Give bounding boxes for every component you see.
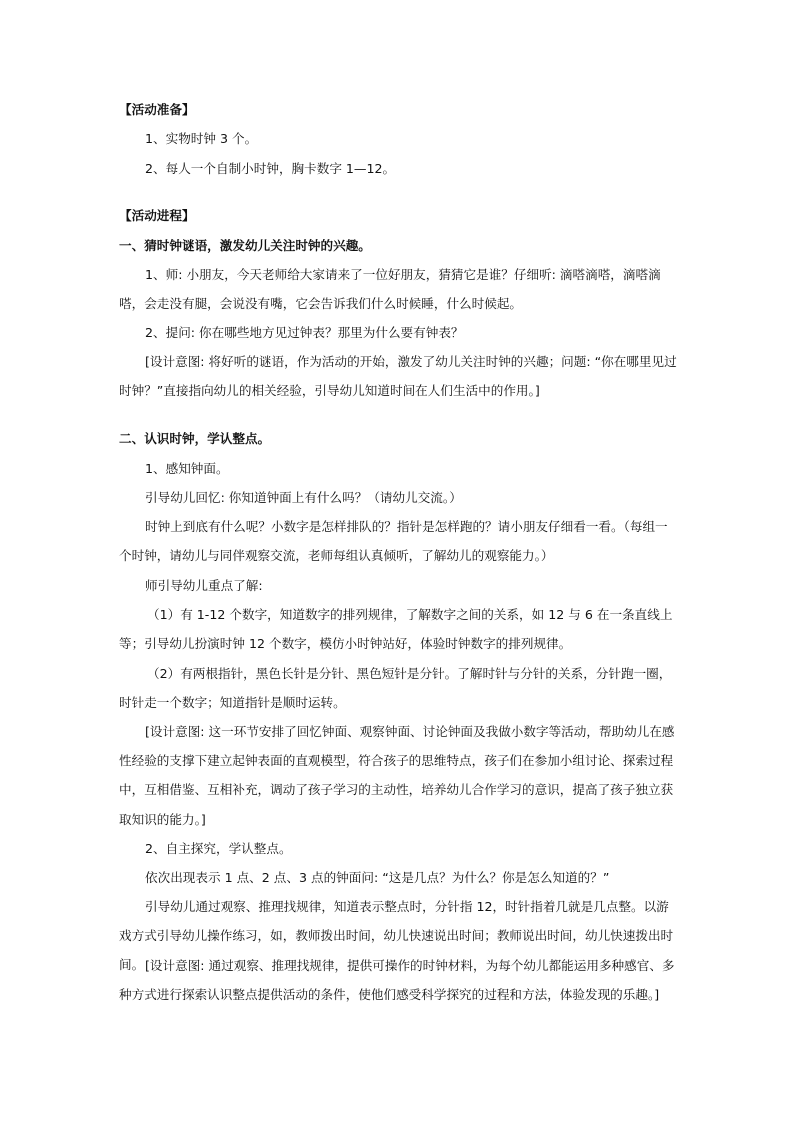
part2-design-intent-1: [设计意图: 这一环节安排了回忆钟面、观察钟面、讨论钟面及我做小数字等活动，帮助幼儿在感性经验的支撑下建立起钟表面的直观模型，符合孩子的思维特点，孩子们在参加小组讨论、探索过程中，互相借鉴、互相补充，调动了孩子学习的主动性，培养幼儿合作学习的意识，提高了孩子独立获取知识的能力。]	[119, 724, 675, 827]
prep-item-2: 2、每人一个自制小时钟，胸卡数字 1—12。	[145, 161, 396, 176]
part2-point-1: （1）有 1-12 个数字，知道数字的排列规律，了解数字之间的关系，如 12 与 6 在一条直线上等；引导幼儿扮演时钟 12 个数字，模仿小时钟站好，体验时钟数字的排列规律。	[119, 607, 673, 652]
part2-paragraph-1: 1、感知钟面。	[145, 461, 229, 476]
section-title-preparation: 【活动准备】	[119, 102, 195, 117]
part2-paragraph-9: 依次出现表示 1 点、2 点、3 点的钟面问: “这是几点？为什么？你是怎么知道的？”	[145, 870, 610, 885]
part2-paragraph-8: 2、自主探究，学认整点。	[145, 841, 292, 856]
part2-paragraph-3: 时钟上到底有什么呢？小数字是怎样排队的？指针是怎样跑的？请小朋友仔细看一看。（每组一个时钟，请幼儿与同伴观察交流，老师每组认真倾听，了解幼儿的观察能力。）	[119, 519, 668, 564]
part1-paragraph-2: 2、提问: 你在哪些地方见过钟表？那里为什么要有钟表？	[145, 325, 464, 340]
part2-heading: 二、认识时钟，学认整点。	[119, 431, 271, 446]
part2-point-2: （2）有两根指针，黑色长针是分针、黑色短针是分针。了解时针与分针的关系，分针跑一圈，时针走一个数字；知道指针是顺时运转。	[119, 666, 672, 711]
part2-paragraph-4: 师引导幼儿重点了解:	[145, 578, 263, 593]
part2-paragraph-10: 引导幼儿通过观察、推理找规律，知道表示整点时，分针指 12，时针指着几就是几点整。以游戏方式引导幼儿操作练习，如，教师拨出时间，幼儿快速说出时间；教师说出时间，幼儿快速拨出时间。	[119, 899, 674, 973]
section-title-process: 【活动进程】	[119, 208, 195, 223]
part1-heading: 一、猜时钟谜语，激发幼儿关注时钟的兴趣。	[119, 238, 371, 253]
part1-design-intent: [设计意图: 将好听的谜语，作为活动的开始，激发了幼儿关注时钟的兴趣；问题: “你在哪里见过时钟？”直接指向幼儿的相关经验，引导幼儿知道时间在人们生活中的作用。]	[119, 354, 677, 399]
part2-paragraph-2: 引导幼儿回忆: 你知道钟面上有什么吗？（请幼儿交流。）	[145, 490, 462, 505]
prep-item-1: 1、实物时钟 3 个。	[145, 131, 258, 146]
part2-design-intent-2: [设计意图: 通过观察、推理找规律，提供可操作的时钟材料，为每个幼儿都能运用多种感官、多种方式进行探索认识整点提供活动的条件，使他们感受科学探究的过程和方法，体验发现的乐趣。]	[119, 958, 675, 1003]
part1-paragraph-1: 1、师: 小朋友，今天老师给大家请来了一位好朋友，猜猜它是谁？仔细听: 滴嗒滴嗒，滴嗒滴嗒，会走没有腿，会说没有嘴，它会告诉我们什么时候睡，什么时候起。	[119, 267, 661, 312]
